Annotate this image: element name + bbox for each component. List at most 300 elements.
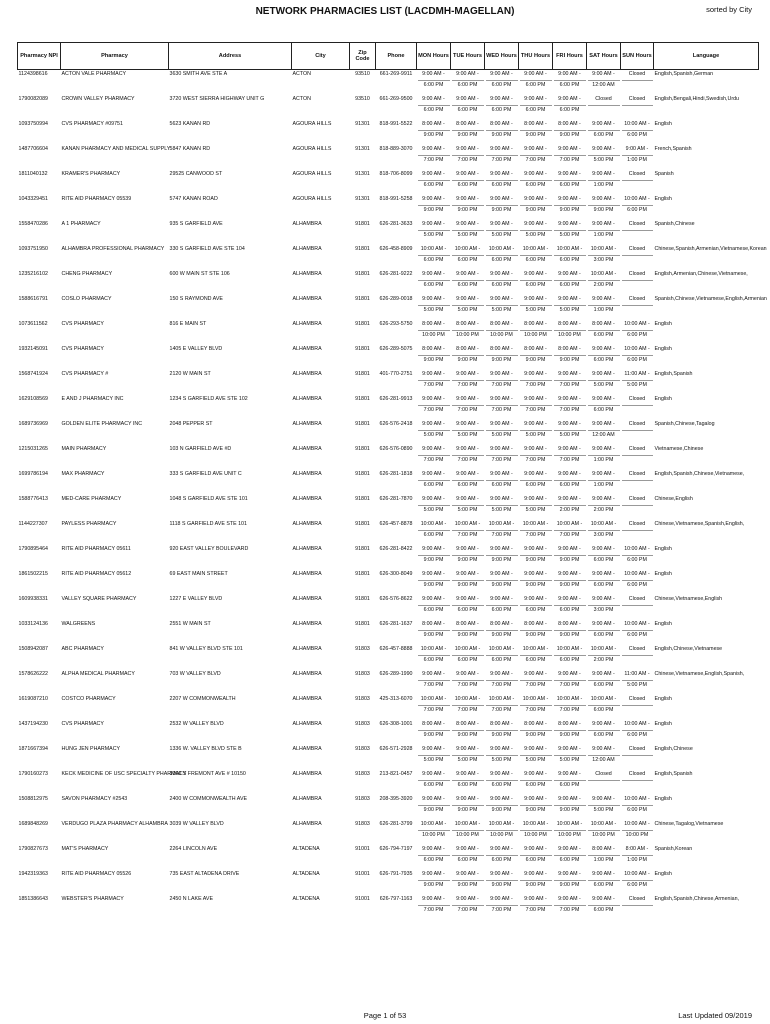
mon-hours-cell [417, 470, 451, 495]
open-time: Closed [622, 70, 653, 81]
tue-hours-cell [451, 295, 485, 320]
sat-hours-cell [587, 395, 621, 420]
open-time: 9:00 AM - [588, 570, 620, 581]
close-time: 7:00 PM [457, 381, 478, 388]
address-cell: 2264 LINCOLN AVE [169, 846, 218, 852]
wed-hours-cell [485, 720, 519, 745]
address-cell: 103 N GARFIELD AVE #D [169, 446, 232, 452]
close-time: 6:00 PM [491, 106, 512, 113]
close-time: 2:00 PM [593, 656, 614, 663]
open-time: 9:00 AM - [486, 270, 518, 281]
mon-hours-cell [417, 795, 451, 820]
zip-cell: 91801 [355, 346, 370, 352]
language-cell: English [654, 196, 672, 202]
zip-cell: 91803 [355, 771, 370, 777]
open-time: 8:00 AM - [486, 720, 518, 731]
close-time: 1:00 PM [627, 156, 647, 163]
sun-hours-cell [621, 345, 654, 370]
sort-note: sorted by City [706, 5, 752, 14]
open-time: 9:00 AM - [452, 170, 484, 181]
pharmacy-name-cell: RITE AID PHARMACY 05612 [61, 571, 132, 577]
sun-hours-cell [621, 320, 654, 345]
address-cell: 2120 W MAIN ST [169, 371, 211, 377]
close-time: 1:00 PM [593, 456, 614, 463]
zip-cell: 91801 [355, 621, 370, 627]
city-cell: ALHAMBRA [292, 796, 322, 802]
open-time: 9:00 AM - [554, 445, 586, 456]
city-cell: ALHAMBRA [292, 596, 322, 602]
close-time: 10:00 PM [456, 831, 479, 838]
close-time: 9:00 PM [525, 806, 546, 813]
phone-cell: 626-281-1818 [379, 471, 413, 477]
open-time: 9:00 AM - [554, 295, 586, 306]
language-cell: English,Spanish [654, 371, 693, 377]
open-time: Closed [622, 420, 653, 431]
zip-cell: 91801 [355, 471, 370, 477]
pharmacy-name-cell: VERDUGO PLAZA PHARMACY ALHAMBRA [61, 821, 168, 827]
zip-cell: 91801 [355, 421, 370, 427]
header-wed: WED Hours [485, 43, 519, 70]
sat-hours-cell [587, 770, 621, 795]
wed-hours-cell [485, 845, 519, 870]
close-time: 5:00 PM [559, 756, 580, 763]
close-time: 6:00 PM [559, 481, 580, 488]
table-row [18, 120, 759, 145]
sat-hours-cell [587, 295, 621, 320]
close-time: 1:00 PM [593, 181, 614, 188]
close-time: 9:00 PM [559, 206, 580, 213]
sun-hours-cell [621, 70, 654, 96]
pharmacy-name-cell: KECK MEDICINE OF USC SPECIALTY PHARMACY [61, 771, 187, 777]
open-time: 8:00 AM - [418, 720, 450, 731]
thu-hours-cell [519, 595, 553, 620]
address-cell: 1000 S FREMONT AVE # 10150 [169, 771, 246, 777]
wed-hours-cell [485, 795, 519, 820]
close-time: 9:00 PM [525, 631, 546, 638]
table-body [18, 70, 767, 921]
close-time: 7:00 PM [525, 531, 546, 538]
open-time: 9:00 AM - [554, 870, 586, 881]
pharmacy-name-cell: CVS PHARMACY [61, 321, 104, 327]
open-time: 10:00 AM - [520, 645, 552, 656]
open-time: 10:00 AM - [520, 245, 552, 256]
open-time: Closed [622, 295, 653, 306]
phone-cell: 626-458-8909 [379, 246, 413, 252]
close-time: 7:00 PM [491, 531, 512, 538]
open-time: 8:00 AM - [588, 845, 620, 856]
close-time: 7:00 PM [423, 681, 444, 688]
open-time: 8:00 AM - [554, 320, 586, 331]
npi-cell: 1215031265 [18, 446, 48, 452]
close-time: 5:00 PM [559, 431, 580, 438]
pharmacy-name-cell: COSLO PHARMACY [61, 296, 112, 302]
language-cell: English [654, 346, 672, 352]
zip-cell: 91801 [355, 271, 370, 277]
open-time: 9:00 AM - [588, 595, 620, 606]
npi-cell: 1235216102 [18, 271, 48, 277]
open-time: 9:00 AM - [520, 595, 552, 606]
table-row [18, 345, 759, 370]
tue-hours-cell [451, 270, 485, 295]
wed-hours-cell [485, 870, 519, 895]
phone-cell: 626-281-1637 [379, 621, 413, 627]
open-time: 9:00 AM - [418, 795, 450, 806]
phone-cell: 626-576-0890 [379, 446, 413, 452]
open-time: 9:00 AM - [520, 845, 552, 856]
close-time: 5:00 PM [423, 231, 444, 238]
sun-hours-cell [621, 395, 654, 420]
pharmacy-name-cell: MAX PHARMACY [61, 471, 105, 477]
close-time [588, 781, 620, 791]
close-time: 6:00 PM [593, 681, 614, 688]
open-time: 9:00 AM - [520, 95, 552, 106]
open-time: 9:00 AM - [452, 795, 484, 806]
mon-hours-cell [417, 295, 451, 320]
open-time: 11:00 AM - [622, 670, 653, 681]
close-time: 3:00 PM [593, 606, 614, 613]
fri-hours-cell [553, 545, 587, 570]
close-time: 9:00 PM [491, 131, 512, 138]
language-cell: English [654, 621, 672, 627]
tue-hours-cell [451, 545, 485, 570]
fri-hours-cell [553, 370, 587, 395]
language-cell: English,Spanish,Chinese,Armenian, [654, 896, 740, 902]
close-time: 9:00 PM [559, 631, 580, 638]
sat-hours-cell [587, 545, 621, 570]
close-time: 5:00 PM [423, 506, 444, 513]
open-time: 8:00 AM - [452, 720, 484, 731]
zip-cell: 91803 [355, 721, 370, 727]
open-time: 9:00 AM - [520, 770, 552, 781]
open-time: 9:00 AM - [418, 195, 450, 206]
open-time: Closed [588, 95, 620, 106]
open-time: 9:00 AM - [588, 470, 620, 481]
open-time: 9:00 AM - [520, 370, 552, 381]
language-cell: English [654, 121, 672, 127]
address-cell: 3720 WEST SIERRA HIGHWAY UNIT G [169, 96, 265, 102]
language-cell: English,Spanish,German [654, 71, 714, 77]
close-time: 2:00 PM [559, 506, 580, 513]
close-time: 6:00 PM [627, 731, 647, 738]
thu-hours-cell [519, 420, 553, 445]
zip-cell: 91801 [355, 321, 370, 327]
open-time: 9:00 AM - [452, 595, 484, 606]
npi-cell: 1851386643 [18, 896, 48, 902]
tue-hours-cell [451, 595, 485, 620]
close-time: 6:00 PM [525, 481, 546, 488]
close-time: 6:00 PM [457, 856, 478, 863]
table-row [18, 795, 759, 820]
open-time: 8:00 AM - [486, 120, 518, 131]
sat-hours-cell [587, 520, 621, 545]
close-time: 9:00 PM [457, 556, 478, 563]
open-time: 8:00 AM - [486, 345, 518, 356]
close-time: 6:00 PM [525, 281, 546, 288]
zip-cell: 91301 [355, 146, 370, 152]
close-time: 6:00 PM [627, 131, 647, 138]
sun-hours-cell [621, 520, 654, 545]
fri-hours-cell [553, 395, 587, 420]
open-time: 9:00 AM - [520, 70, 552, 81]
sun-hours-cell [621, 795, 654, 820]
npi-cell: 1558470286 [18, 221, 48, 227]
open-time: 8:00 AM - [452, 320, 484, 331]
open-time: 8:00 AM - [588, 320, 620, 331]
open-time: 8:00 AM - [418, 120, 450, 131]
close-time: 9:00 PM [457, 356, 478, 363]
open-time: 9:00 AM - [554, 270, 586, 281]
phone-cell: 626-576-2418 [379, 421, 413, 427]
table-row [18, 420, 759, 445]
sat-hours-cell [587, 595, 621, 620]
npi-cell: 1043329451 [18, 196, 48, 202]
city-cell: ALTADENA [292, 846, 320, 852]
open-time: 9:00 AM - [486, 770, 518, 781]
fri-hours-cell [553, 520, 587, 545]
sun-hours-cell [621, 145, 654, 170]
phone-cell: 626-289-5075 [379, 346, 413, 352]
open-time: 9:00 AM - [520, 170, 552, 181]
thu-hours-cell [519, 820, 553, 845]
close-time: 9:00 PM [423, 631, 444, 638]
open-time: 9:00 AM - [520, 220, 552, 231]
wed-hours-cell [485, 745, 519, 770]
phone-cell: 626-300-8049 [379, 571, 413, 577]
mon-hours-cell [417, 645, 451, 670]
tue-hours-cell [451, 570, 485, 595]
phone-cell: 818-706-8099 [379, 171, 413, 177]
wed-hours-cell [485, 695, 519, 720]
close-time: 6:00 PM [525, 656, 546, 663]
open-time: 10:00 AM - [588, 270, 620, 281]
open-time: 9:00 AM - [554, 145, 586, 156]
zip-cell: 91801 [355, 371, 370, 377]
open-time: 9:00 AM - [554, 370, 586, 381]
open-time: Closed [622, 495, 653, 506]
open-time: 9:00 AM - [418, 595, 450, 606]
fri-hours-cell [553, 70, 587, 96]
table-row [18, 670, 759, 695]
thu-hours-cell [519, 645, 553, 670]
close-time: 10:00 PM [422, 831, 445, 838]
zip-cell: 91803 [355, 671, 370, 677]
open-time: 9:00 AM - [452, 670, 484, 681]
close-time: 9:00 PM [491, 356, 512, 363]
open-time: 9:00 AM - [588, 870, 620, 881]
close-time: 7:00 PM [457, 906, 478, 913]
close-time: 6:00 PM [559, 256, 580, 263]
open-time: 10:00 AM - [452, 820, 484, 831]
open-time: 10:00 AM - [520, 820, 552, 831]
open-time: 9:00 AM - [452, 745, 484, 756]
open-time: 9:00 AM - [418, 370, 450, 381]
mon-hours-cell [417, 220, 451, 245]
close-time: 9:00 PM [423, 581, 444, 588]
thu-hours-cell [519, 470, 553, 495]
fri-hours-cell [553, 295, 587, 320]
open-time: 9:00 AM - [554, 420, 586, 431]
open-time: 9:00 AM - [418, 895, 450, 906]
close-time: 9:00 PM [491, 806, 512, 813]
close-time: 6:00 PM [593, 556, 614, 563]
thu-hours-cell [519, 520, 553, 545]
sun-hours-cell [621, 845, 654, 870]
close-time [622, 781, 653, 791]
mon-hours-cell [417, 745, 451, 770]
sat-hours-cell [587, 845, 621, 870]
close-time: 7:00 PM [491, 381, 512, 388]
sun-hours-cell [621, 820, 654, 845]
mon-hours-cell [417, 420, 451, 445]
open-time: 9:00 AM - [622, 145, 653, 156]
tue-hours-cell [451, 470, 485, 495]
table-row [18, 320, 759, 345]
close-time: 9:00 PM [559, 806, 580, 813]
zip-cell: 91801 [355, 221, 370, 227]
close-time: 6:00 PM [491, 781, 512, 788]
wed-hours-cell [485, 670, 519, 695]
open-time: 10:00 AM - [418, 520, 450, 531]
close-time: 7:00 PM [525, 381, 546, 388]
city-cell: ALHAMBRA [292, 346, 322, 352]
close-time: 7:00 PM [423, 156, 444, 163]
thu-hours-cell [519, 245, 553, 270]
table-row [18, 245, 759, 270]
wed-hours-cell [485, 595, 519, 620]
mon-hours-cell [417, 770, 451, 795]
open-time: Closed [622, 445, 653, 456]
open-time: 10:00 AM - [554, 245, 586, 256]
pharmacy-name-cell: KRAMER'S PHARMACY [61, 171, 121, 177]
close-time: 6:00 PM [627, 556, 647, 563]
open-time: 10:00 AM - [554, 645, 586, 656]
phone-cell: 626-293-5750 [379, 321, 413, 327]
mon-hours-cell [417, 270, 451, 295]
close-time: 5:00 PM [559, 306, 580, 313]
close-time: 9:00 PM [559, 881, 580, 888]
phone-cell: 818-991-5522 [379, 121, 413, 127]
fri-hours-cell [553, 245, 587, 270]
open-time: 9:00 AM - [486, 370, 518, 381]
table-row [18, 445, 759, 470]
sat-hours-cell [587, 370, 621, 395]
language-cell: English [654, 721, 672, 727]
close-time: 9:00 PM [559, 356, 580, 363]
close-time: 6:00 PM [423, 256, 444, 263]
open-time: 9:00 AM - [588, 70, 620, 81]
open-time: 9:00 AM - [554, 895, 586, 906]
open-time: 8:00 AM - [554, 620, 586, 631]
open-time: 9:00 AM - [554, 745, 586, 756]
open-time: 10:00 AM - [588, 520, 620, 531]
sun-hours-cell [621, 370, 654, 395]
open-time: 9:00 AM - [418, 270, 450, 281]
open-time: 9:00 AM - [418, 545, 450, 556]
open-time: 8:00 AM - [452, 620, 484, 631]
close-time [622, 406, 653, 416]
address-cell: 29525 CANWOOD ST [169, 171, 223, 177]
tue-hours-cell [451, 620, 485, 645]
close-time: 5:00 PM [593, 806, 614, 813]
zip-cell: 91301 [355, 121, 370, 127]
close-time: 10:00 PM [625, 831, 649, 838]
close-time: 7:00 PM [559, 906, 580, 913]
close-time: 7:00 PM [423, 456, 444, 463]
open-time: 9:00 AM - [486, 895, 518, 906]
open-time: 9:00 AM - [554, 70, 586, 81]
sat-hours-cell [587, 170, 621, 195]
close-time: 6:00 PM [593, 906, 614, 913]
close-time [622, 431, 653, 441]
close-time: 1:00 PM [593, 481, 614, 488]
close-time: 9:00 PM [423, 881, 444, 888]
open-time: 10:00 AM - [622, 120, 653, 131]
close-time: 6:00 PM [593, 406, 614, 413]
city-cell: AGOURA HILLS [292, 146, 332, 152]
header-npi: Pharmacy NPI [18, 43, 61, 70]
language-cell: English [654, 696, 672, 702]
close-time: 6:00 PM [423, 606, 444, 613]
address-cell: 735 EAST ALTADENA DRIVE [169, 871, 240, 877]
tue-hours-cell [451, 370, 485, 395]
mon-hours-cell [417, 670, 451, 695]
open-time: 9:00 AM - [486, 670, 518, 681]
address-cell: 600 W MAIN ST STE 106 [169, 271, 230, 277]
npi-cell: 1508942087 [18, 646, 48, 652]
table-row [18, 845, 759, 870]
open-time: 9:00 AM - [554, 220, 586, 231]
open-time: 9:00 AM - [588, 620, 620, 631]
open-time: 9:00 AM - [486, 195, 518, 206]
wed-hours-cell [485, 395, 519, 420]
close-time: 9:00 PM [559, 131, 580, 138]
language-cell: Spanish,Chinese,Tagalog [654, 421, 715, 427]
npi-cell: 1093751950 [18, 246, 48, 252]
open-time: Closed [622, 395, 653, 406]
zip-cell: 91803 [355, 746, 370, 752]
open-time: 9:00 AM - [452, 295, 484, 306]
thu-hours-cell [519, 795, 553, 820]
close-time: 7:00 PM [457, 156, 478, 163]
tue-hours-cell [451, 145, 485, 170]
close-time: 7:00 PM [457, 406, 478, 413]
close-time [622, 81, 653, 91]
open-time: 9:00 AM - [588, 420, 620, 431]
open-time: 9:00 AM - [452, 570, 484, 581]
language-cell: English,Bengali,Hindi,Swedish,Urdu [654, 96, 740, 102]
city-cell: ALHAMBRA [292, 421, 322, 427]
pharmacy-name-cell: KANAN PHARMACY AND MEDICAL SUPPLY [61, 146, 171, 152]
open-time: 9:00 AM - [418, 445, 450, 456]
tue-hours-cell [451, 220, 485, 245]
thu-hours-cell [519, 270, 553, 295]
open-time: 9:00 AM - [588, 795, 620, 806]
pharmacy-name-cell: CVS PHARMACY #09751 [61, 121, 123, 127]
address-cell: 2551 W MAIN ST [169, 621, 211, 627]
open-time: 9:00 AM - [452, 145, 484, 156]
tue-hours-cell [451, 95, 485, 120]
fri-hours-cell [553, 795, 587, 820]
sun-hours-cell [621, 670, 654, 695]
thu-hours-cell [519, 845, 553, 870]
close-time: 6:00 PM [491, 181, 512, 188]
address-cell: 2048 PEPPER ST [169, 421, 213, 427]
thu-hours-cell [519, 295, 553, 320]
city-cell: ALTADENA [292, 896, 320, 902]
sun-hours-cell [621, 445, 654, 470]
sat-hours-cell [587, 645, 621, 670]
open-time: 10:00 AM - [622, 545, 653, 556]
